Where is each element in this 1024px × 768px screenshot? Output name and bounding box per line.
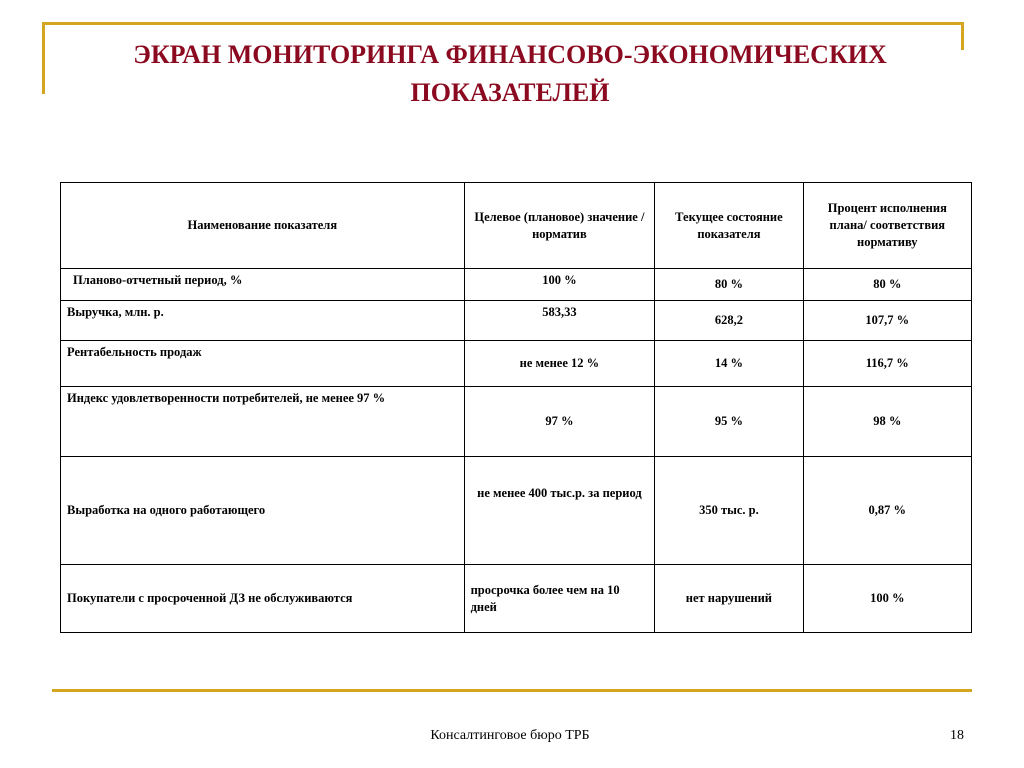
table-row	[61, 301, 972, 341]
cell-current-state: 95 %	[655, 387, 803, 457]
footer-divider	[52, 689, 972, 692]
header-indicator-name: Наименование показателя	[61, 183, 465, 269]
cell-target-value: 97 %	[464, 387, 655, 457]
page-number: 18	[950, 728, 964, 743]
frame-left-border	[42, 22, 45, 94]
cell-current-state: 80 %	[655, 269, 803, 301]
table-row	[61, 341, 972, 387]
table-header-row	[61, 183, 972, 269]
footer-company: Консалтинговое бюро ТРБ	[430, 728, 590, 743]
header-completion-percent: Процент исполнения плана/ соответствия нормативу	[803, 183, 971, 269]
cell-current-state: 14 %	[655, 341, 803, 387]
cell-indicator-name: Планово-отчетный период, %	[61, 269, 465, 301]
table-row	[61, 269, 972, 301]
cell-target-value: 100 %	[464, 269, 655, 301]
cell-completion-percent: 98 %	[803, 387, 971, 457]
cell-indicator-name: Выручка, млн. р.	[61, 301, 465, 341]
frame-right-border	[961, 22, 964, 50]
cell-indicator-name: Покупатели с просроченной ДЗ не обслуживаются	[61, 565, 465, 633]
cell-completion-percent: 80 %	[803, 269, 971, 301]
cell-target-value: 583,33	[464, 301, 655, 341]
header-current-state: Текущее состояние показателя	[655, 183, 803, 269]
cell-completion-percent: 116,7 %	[803, 341, 971, 387]
cell-current-state: нет нарушений	[655, 565, 803, 633]
cell-target-value: просрочка более чем на 10 дней	[464, 565, 655, 633]
metrics-table	[60, 182, 972, 633]
page-title	[70, 36, 950, 112]
frame-top-border	[42, 22, 964, 25]
cell-target-value: не менее 400 тыс.р. за период	[464, 457, 655, 565]
cell-current-state: 628,2	[655, 301, 803, 341]
cell-indicator-name: Индекс удовлетворенности потребителей, не менее 97 %	[61, 387, 465, 457]
cell-completion-percent: 100 %	[803, 565, 971, 633]
cell-current-state: 350 тыс. р.	[655, 457, 803, 565]
table-row	[61, 457, 972, 565]
cell-target-value: не менее 12 %	[464, 341, 655, 387]
header-target-value: Целевое (плановое) значение / норматив	[464, 183, 655, 269]
cell-indicator-name: Рентабельность продаж	[61, 341, 465, 387]
cell-completion-percent: 107,7 %	[803, 301, 971, 341]
page-title-line2: ПОКАЗАТЕЛЕЙ	[410, 78, 610, 107]
table-row	[61, 565, 972, 633]
page-title-line1: ЭКРАН МОНИТОРИНГА ФИНАНСОВО-ЭКОНОМИЧЕСКИХ	[133, 40, 887, 69]
cell-indicator-name: Выработка на одного работающего	[61, 457, 465, 565]
table-row	[61, 387, 972, 457]
cell-completion-percent: 0,87 %	[803, 457, 971, 565]
